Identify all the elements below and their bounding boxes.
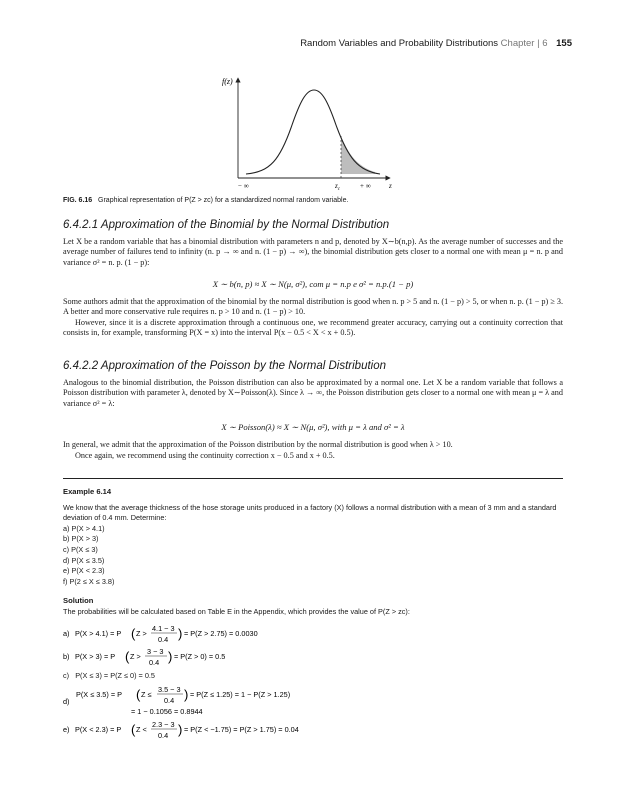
- solution-e-denominator: 0.4: [158, 731, 169, 740]
- solution-a: [63, 622, 363, 646]
- solution-e-var: Z <: [136, 725, 147, 734]
- example-title: Example 6.14: [63, 487, 112, 496]
- solution-e-numerator: 2.3 − 3: [152, 720, 175, 729]
- paren-close: ): [168, 649, 173, 664]
- solution-d-numerator: 3.5 − 3: [158, 685, 181, 694]
- solution-c-label: c): [63, 671, 70, 680]
- solution-d-var: Z ≤: [141, 690, 152, 699]
- page-number: 155: [556, 38, 572, 49]
- solution-e-lhs: P(X < 2.3) = P: [75, 725, 122, 734]
- binomial-paragraph-1: Let X be a random variable that has a binomial distribution with parameters n and p, denoted by X∼b(n,p). As the average number of successes and the average number of failures tend to infinity (n. p → ∞ and n. (1 − p) → ∞), the binomial distribution gets closer to a normal one with mean μ = n. p and variance σ² = n. p. (1 − p):: [63, 237, 563, 267]
- solution-b-label: b): [63, 652, 70, 661]
- example-item: b) P(X > 3): [63, 534, 99, 544]
- example-item: d) P(X ≤ 3.5): [63, 555, 105, 565]
- normal-distribution-figure: [200, 70, 400, 192]
- x-tick-zc: $z_c$: [335, 182, 340, 192]
- solution-e-rhs: = P(Z < −1.75) = P(Z > 1.75) = 0.04: [184, 725, 299, 734]
- solution-b-lhs: P(X > 3) = P: [75, 652, 116, 661]
- example-item: a) P(X > 4.1): [63, 523, 105, 533]
- x-tick-plus-inf: + ∞: [360, 182, 371, 190]
- solution-b-numerator: 3 − 3: [147, 647, 164, 656]
- example-item: f) P(2 ≤ X ≤ 3.8): [63, 576, 115, 586]
- solution-d-line2: = 1 − 0.1056 = 0.8944: [131, 707, 203, 716]
- solution-d-lhs: P(X ≤ 3.5) = P: [76, 690, 122, 699]
- solution-d: [63, 683, 403, 723]
- header-title: Random Variables and Probability Distributions: [300, 38, 499, 49]
- x-tick-minus-inf: − ∞: [238, 182, 249, 190]
- example-intro: We know that the average thickness of the hose storage units produced in a factory (X) follows a normal distribution with a mean of 3 mm and a standard deviation of 0.4 mm. Determine:: [63, 502, 557, 523]
- example-block: [63, 487, 563, 618]
- running-header: [300, 38, 572, 49]
- solution-b-denominator: 0.4: [149, 658, 160, 667]
- example-top-rule: [63, 478, 563, 479]
- solution-a-numerator: 4.1 − 3: [152, 624, 175, 633]
- poisson-paragraph-3: Once again, we recommend using the continuity correction x − 0.5 and x + 0.5.: [75, 451, 335, 460]
- figure-caption-text: Graphical representation of P(Z > zc) for a standardized normal random variable.: [98, 197, 349, 204]
- solution-a-var: Z >: [136, 629, 147, 638]
- shaded-tail-area: [341, 136, 375, 174]
- section-heading-binomial: 6.4.2.1 Approximation of the Binomial by the Normal Distribution: [63, 219, 390, 231]
- paren-close: ): [184, 687, 189, 702]
- x-axis-label: z: [389, 182, 392, 190]
- binomial-paragraph-3: However, since it is a discrete approximation through a continuous one, we recommend greater accuracy, carrying out a continuity correction that consists in, for example, transforming P(X = x) into the interval P(x − 0.5 < X < x + 0.5).: [63, 318, 563, 338]
- solution-title: Solution: [63, 596, 94, 606]
- solution-c: [63, 671, 155, 680]
- solution-a-lhs: P(X > 4.1) = P: [75, 629, 122, 638]
- example-item: c) P(X ≤ 3): [63, 544, 98, 554]
- y-axis-label: f(z): [222, 77, 233, 86]
- header-chapter: Chapter | 6: [500, 38, 548, 49]
- solution-intro: The probabilities will be calculated based on Table E in the Appendix, which provides the value of P(Z > zc):: [63, 606, 410, 616]
- solution-d-denominator: 0.4: [164, 696, 175, 705]
- poisson-paragraph-1: Analogous to the binomial distribution, the Poisson distribution can also be approximated by a normal one. Let X be a random variable that follows a Poisson distribution with parameter λ, denoted by X∼Poisson(λ). Since λ → ∞, the Poisson distribution gets closer to a normal one with mean μ = λ and variance σ² = λ:: [63, 378, 563, 408]
- solution-d-label: d): [63, 697, 70, 706]
- solution-b: [63, 645, 363, 669]
- binomial-equation: X ∼ b(n, p) ≈ X ∼ N(μ, σ²), com μ = n.p e σ² = n.p.(1 − p): [212, 279, 414, 289]
- solution-b-var: Z >: [130, 652, 141, 661]
- figure-caption: [63, 197, 563, 204]
- paren-open: (: [131, 722, 136, 737]
- solution-a-label: a): [63, 629, 70, 638]
- solution-e: [63, 718, 403, 742]
- poisson-paragraph-2: In general, we admit that the approximation of the Poisson distribution by the normal distribution is good when λ > 10.: [63, 440, 453, 449]
- figure-caption-id: FIG. 6.16: [63, 197, 93, 204]
- solution-c-text: P(X ≤ 3) = P(Z ≤ 0) = 0.5: [75, 671, 155, 680]
- solution-d-rhs: = P(Z ≤ 1.25) = 1 − P(Z > 1.25): [190, 690, 291, 699]
- paren-close: ): [178, 722, 183, 737]
- normal-curve: [246, 90, 380, 174]
- example-item: e) P(X < 2.3): [63, 566, 105, 576]
- solution-a-denominator: 0.4: [158, 635, 169, 644]
- poisson-equation: X ∼ Poisson(λ) ≈ X ∼ N(μ, σ²), with μ = λ and σ² = λ: [221, 422, 405, 432]
- paren-open: (: [131, 626, 136, 641]
- paren-close: ): [178, 626, 183, 641]
- binomial-paragraph-2: Some authors admit that the approximation of the binomial by the normal distribution is good when n. p > 5 and n. (1 − p) > 5, or when n. p. (1 − p) ≥ 3. A better and more conservative rule requires n. p > 10 and n. (1 − p) > 10.: [63, 297, 563, 317]
- paren-open: (: [125, 649, 130, 664]
- paren-open: (: [136, 687, 141, 702]
- section-heading-poisson: 6.4.2.2 Approximation of the Poisson by the Normal Distribution: [63, 360, 387, 372]
- solution-b-rhs: = P(Z > 0) = 0.5: [174, 652, 226, 661]
- solution-a-rhs: = P(Z > 2.75) = 0.0030: [184, 629, 258, 638]
- solution-e-label: e): [63, 725, 70, 734]
